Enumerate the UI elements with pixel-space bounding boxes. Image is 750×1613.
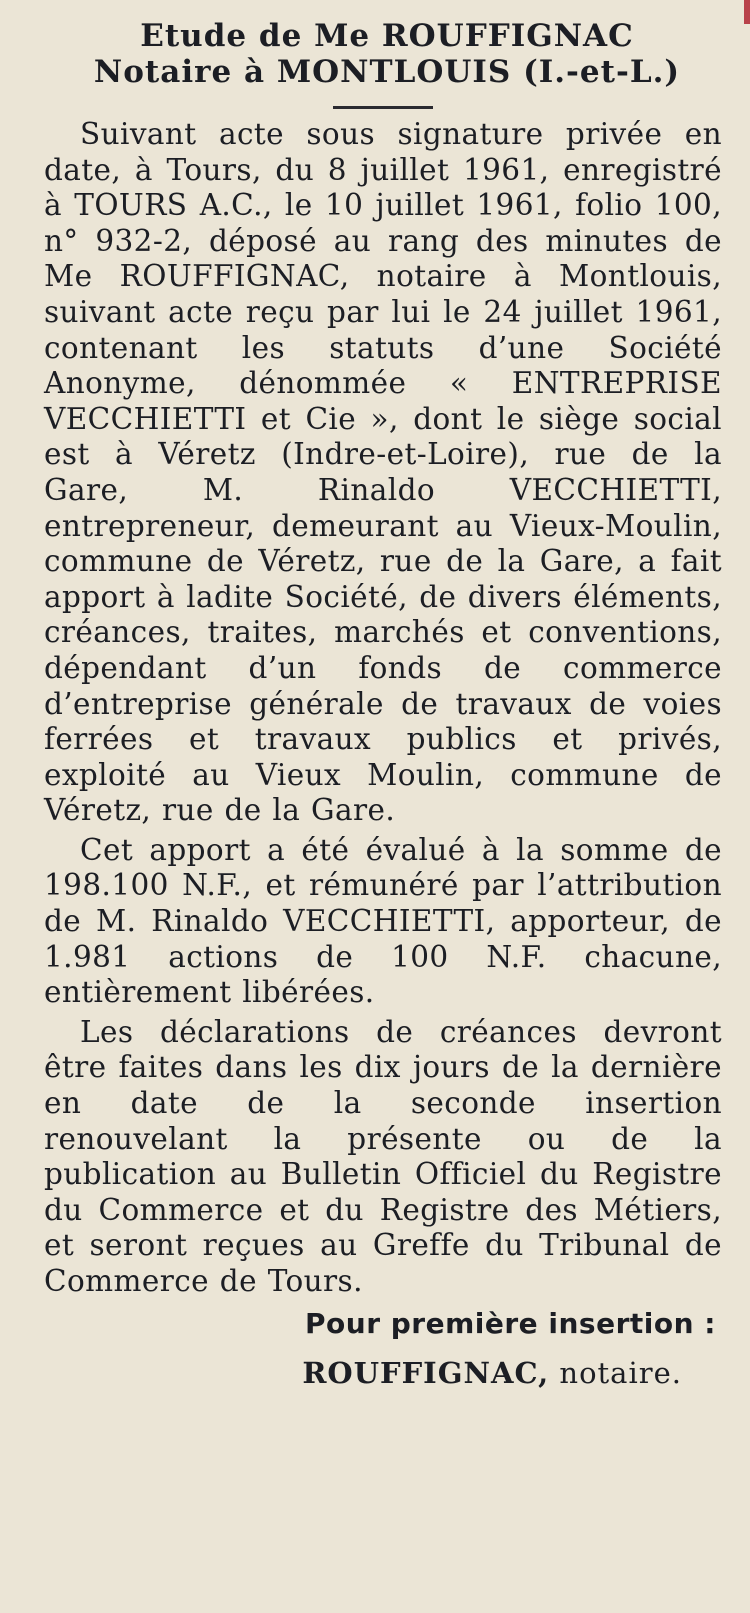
red-corner-mark <box>744 0 750 24</box>
signatory-name: ROUFFIGNAC, <box>302 1355 550 1390</box>
notice-paragraph-claims: Les déclarations de créances devront être faites dans les dix jours de la dernière en date de la seconde insertion renouvelant la présente ou de la publication au Bulletin Officiel du Registre du Commerce et du Registre des Métiers, et seront reçues au Greffe du Tribunal de Commerce de Tours. <box>44 1014 722 1298</box>
notary-office-title: Etude de Me ROUFFIGNAC <box>140 18 634 54</box>
notice-paragraph-contribution: Suivant acte sous signature privée en date, à Tours, du 8 juillet 1961, enregistré à TOURS A.C., le 10 juillet 1961, folio 100, n° 932-2, déposé au rang des minutes de Me ROUFFIGNAC, notaire à Montlouis, suivant acte reçu par lui le 24 juillet 1961, contenant les statuts d’une Société Anonyme, dénommée « ENTREPRISE VECCHIETTI et Cie », dont le siège social est à Véretz (Indre-et-Loire), rue de la Gare, M. Rinaldo VECCHIETTI, entrepreneur, demeurant au Vieux-Moulin, commune de Véretz, rue de la Gare, a fait apport à ladite Société, de divers éléments, créances, traites, marchés et conventions, dépendant d’un fonds de commerce d’entreprise générale de travaux de voies ferrées et travaux publics et privés, exploité au Vieux Moulin, commune de Véretz, rue de la Gare. <box>44 117 722 828</box>
signatory-title: notaire. <box>559 1355 682 1390</box>
insertion-label: Pour première insertion : <box>305 1306 716 1340</box>
notary-location: Notaire à MONTLOUIS (I.-et-L.) <box>93 54 681 90</box>
signature-line <box>44 1354 682 1392</box>
header-divider <box>333 106 433 109</box>
notice-header <box>52 18 722 90</box>
notice-paragraph-valuation: Cet apport a été évalué à la somme de 198.100 N.F., et rémunéré par l’attribution de M. Rinaldo VECCHIETTI, apporteur, de 1.981 actions de 100 N.F. chacune, entièrement libérées. <box>44 832 722 1010</box>
